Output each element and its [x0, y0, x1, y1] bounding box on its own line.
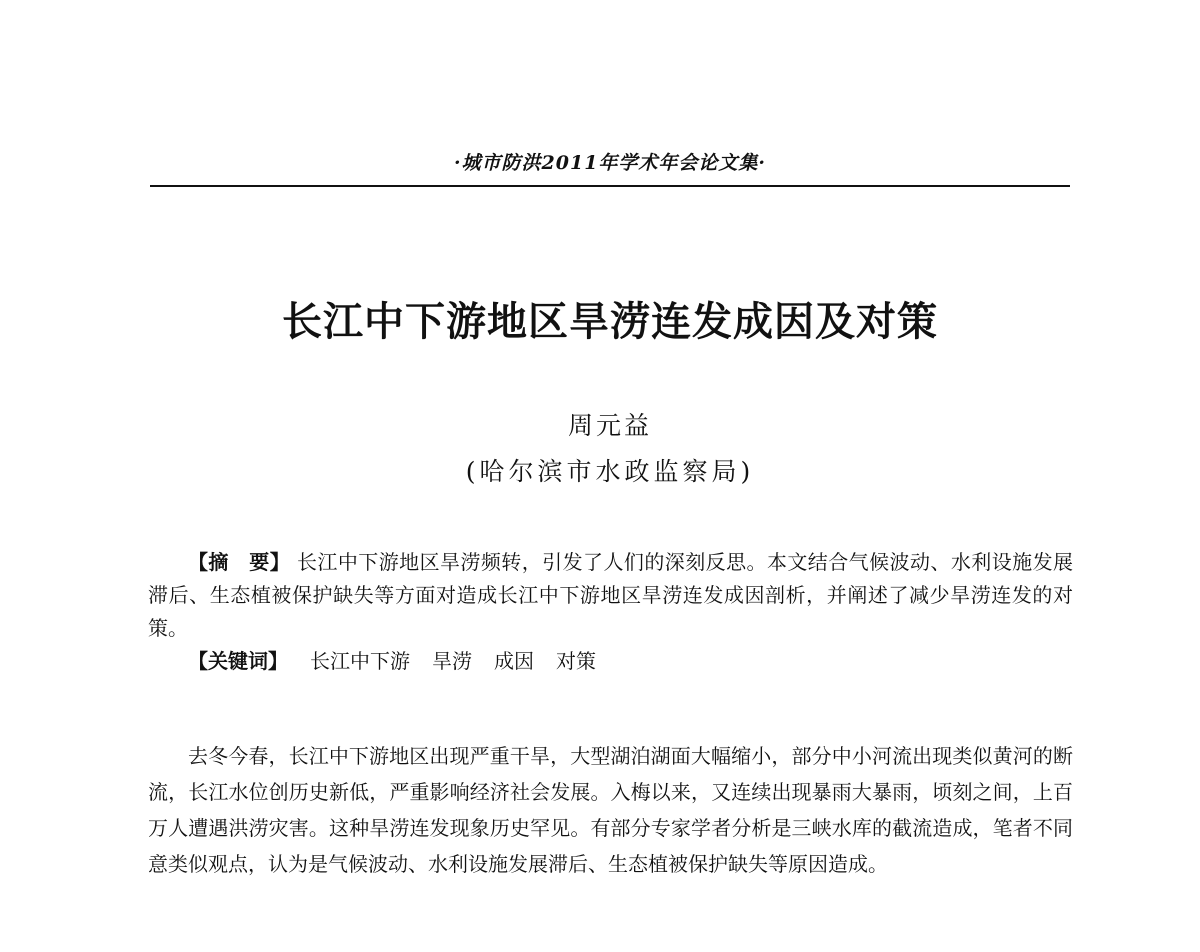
author-name: 周元益: [567, 411, 652, 440]
paper-title: 长江中下游地区旱涝连发成因及对策: [282, 298, 938, 345]
body-section: [148, 738, 1073, 882]
abstract-text: 长江中下游地区旱涝频转，引发了人们的深刻反思。本文结合气候波动、水利设施发展滞后、生态植被保护缺失等方面对造成长江中下游地区旱涝连发成因剖析，并阐述了减少旱涝连发的对策。: [148, 550, 1074, 640]
keyword-item: 长江中下游: [310, 649, 410, 673]
abstract-label: 【摘 要】: [188, 550, 291, 574]
keyword-item: 旱涝: [432, 649, 472, 673]
abstract-section: [148, 546, 1073, 678]
keywords-label: 【关键词】: [188, 649, 288, 673]
body-paragraph: 去冬今春，长江中下游地区出现严重干旱，大型湖泊湖面大幅缩小，部分中小河流出现类似黄河的断流，长江水位创历史新低，严重影响经济社会发展。入梅以来，又连续出现暴雨大暴雨，顷刻之间，上百万人遭遇洪涝灾害。这种旱涝连发现象历史罕见。有部分专家学者分析是三峡水库的截流造成，笔者不同意类似观点，认为是气候波动、水利设施发展滞后、生态植被保护缺失等原因造成。: [148, 744, 1073, 876]
keyword-item: 对策: [556, 649, 596, 673]
running-header: ·城市防洪2011年学术年会论文集·: [453, 152, 767, 174]
author-affiliation: (哈尔滨市水政监察局): [465, 457, 755, 486]
header-rule: [150, 185, 1070, 187]
abstract-paragraph: [148, 546, 1073, 645]
keywords-line: [148, 645, 1073, 678]
keyword-item: 成因: [494, 649, 534, 673]
